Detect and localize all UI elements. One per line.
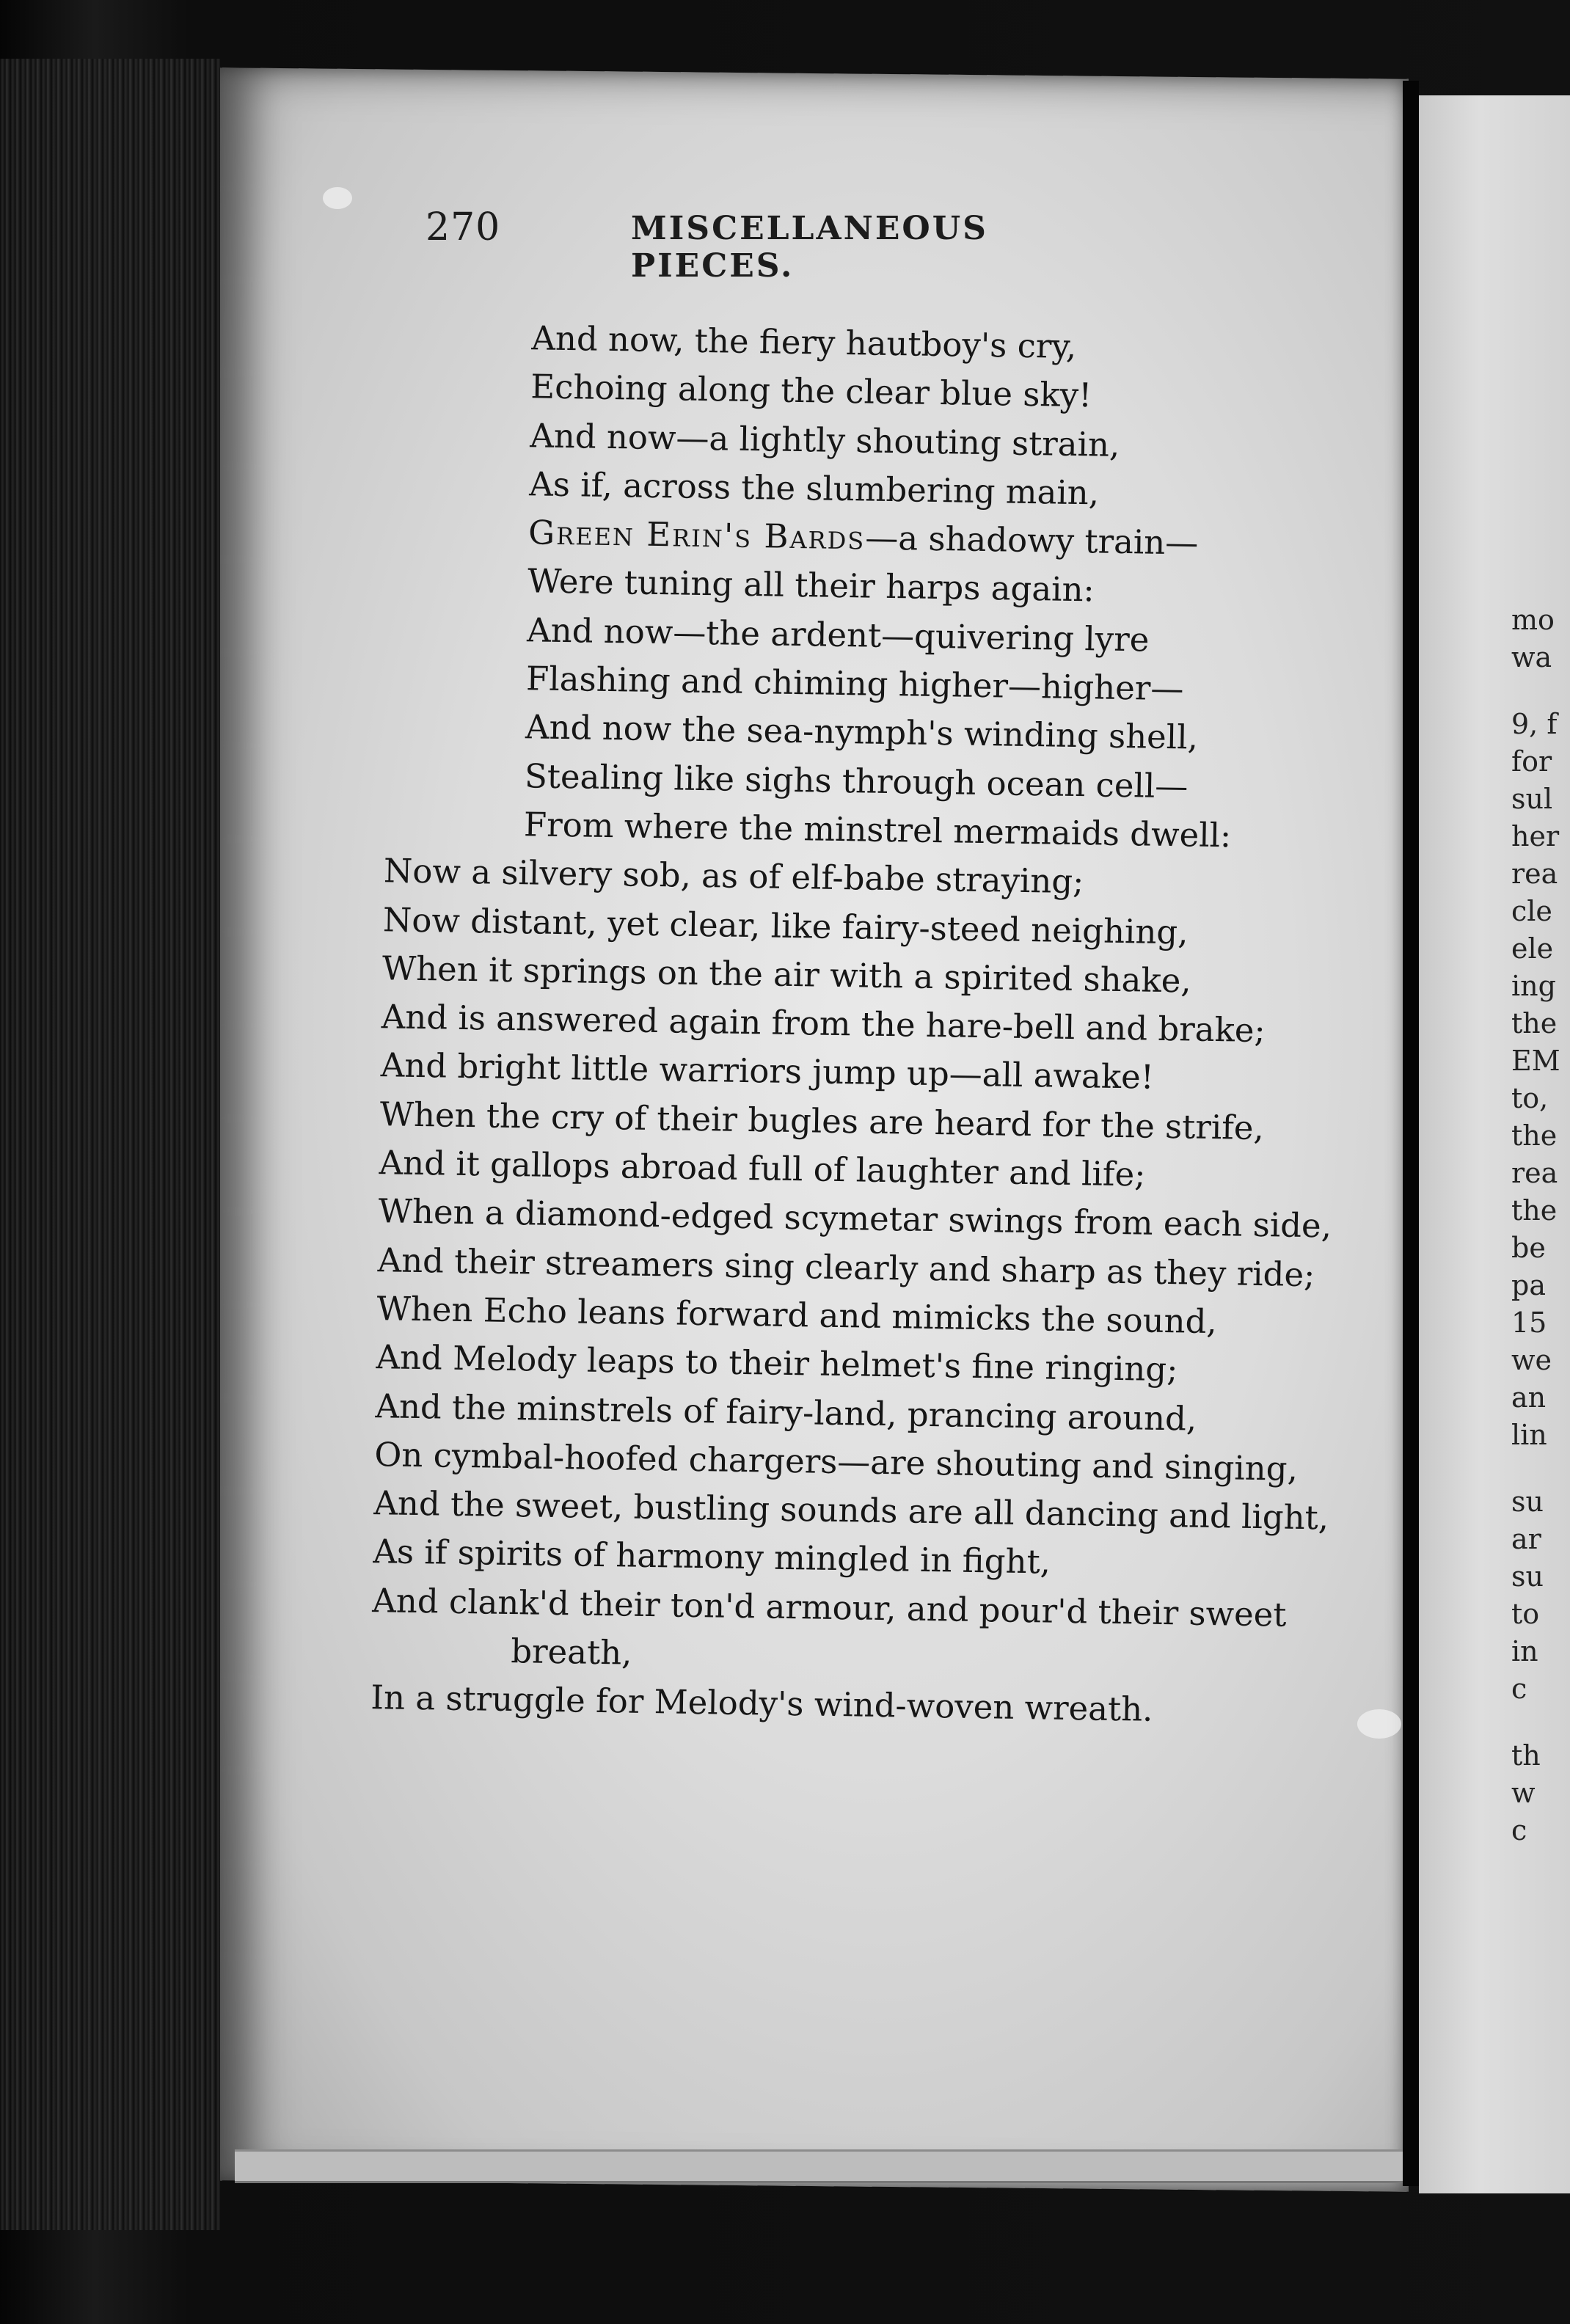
running-head: MISCELLANEOUS PIECES.: [631, 210, 988, 285]
poem-line: And clank'd their ton'd armour, and pour'd their sweet: [371, 1580, 1287, 1634]
right-page-text-fragments: [1511, 602, 1570, 1849]
page-gutter: [1403, 81, 1419, 2186]
right-page-fragment: c: [1511, 1673, 1527, 1705]
poem-line: Echoing along the clear blue sky!: [530, 367, 1092, 415]
paper-blemish: [1357, 1709, 1401, 1739]
right-page-fragment: ele: [1511, 932, 1554, 965]
right-page-fragment: cle: [1511, 895, 1552, 927]
poem-line: Now distant, yet clear, like fairy-steed neighing,: [382, 899, 1189, 952]
right-page-fragment: [1511, 1708, 1570, 1737]
poem-line: And the sweet, bustling sounds are all dancing and light,: [373, 1483, 1329, 1538]
poem-line: From where the minstrel mermaids dwell:: [523, 805, 1232, 855]
right-page-fragment: 15: [1511, 1307, 1547, 1339]
right-page-fragment: w: [1511, 1777, 1536, 1809]
poem-line: When a diamond-edged scymetar swings from each side,: [378, 1191, 1332, 1246]
poem-line: And it gallops abroad full of laughter and life;: [379, 1143, 1146, 1194]
poem-line: When it springs on the air with a spirited shake,: [381, 949, 1192, 1001]
right-page-fragment: ing: [1511, 970, 1556, 1002]
poem-line: And the minstrels of fairy-land, prancing around,: [375, 1386, 1197, 1439]
page-header: [426, 205, 1159, 285]
poem-line: And now—a lightly shouting strain,: [529, 415, 1120, 464]
right-page-fragment: to: [1511, 1598, 1540, 1630]
right-page-fragment: [1511, 676, 1570, 706]
poem-line: When Echo leans forward and mimicks the sound,: [376, 1289, 1218, 1342]
poem-line: When the cry of their bugles are heard for the strife,: [379, 1094, 1265, 1147]
book-spine-edge: [0, 59, 220, 2230]
right-page-fragment: sul: [1511, 783, 1553, 815]
right-page-fragment: 9, f: [1511, 708, 1558, 740]
right-page-fragment: su: [1511, 1560, 1544, 1593]
page-number: 270: [426, 205, 501, 249]
right-page-fragment: be: [1511, 1232, 1546, 1264]
right-page-fragment: wa: [1511, 641, 1552, 673]
poem-line: Were tuning all their harps again:: [527, 561, 1095, 610]
poem-line: And now—the ardent—quivering lyre: [526, 610, 1150, 659]
right-page-fragment: rea: [1511, 858, 1558, 890]
poem-line: As if spirits of harmony mingled in fight,: [373, 1532, 1051, 1582]
right-page-fragment: the: [1511, 1194, 1558, 1227]
poem-line: And now the sea-nymph's winding shell,: [525, 707, 1199, 758]
poem-line: breath,: [510, 1631, 632, 1673]
poem-line: In a struggle for Melody's wind-woven wreath.: [370, 1678, 1153, 1730]
right-page-fragment: an: [1511, 1381, 1547, 1414]
right-page-fragment: [1511, 1454, 1570, 1483]
right-page-fragment: to,: [1511, 1082, 1549, 1114]
poem-line: Now a silvery sob, as of elf-babe straying;: [383, 851, 1084, 902]
right-page-fragment: c: [1511, 1814, 1527, 1846]
right-page-fragment: lin: [1511, 1419, 1547, 1451]
right-page-fragment: the: [1511, 1007, 1558, 1039]
poem-line: And bright little warriors jump up—all awake!: [380, 1045, 1155, 1097]
poem-line: As if, across the slumbering main,: [528, 464, 1100, 513]
right-page-fragment: rea: [1511, 1157, 1558, 1189]
poem-line: And is answered again from the hare-bell and brake;: [381, 997, 1266, 1050]
right-page-fragment: su: [1511, 1486, 1544, 1518]
poem-line: Flashing and chiming higher—higher—: [525, 659, 1184, 709]
right-page-fragment: mo: [1511, 604, 1555, 636]
right-page-fragment: we: [1511, 1344, 1552, 1376]
right-page-fragment: for: [1511, 745, 1552, 778]
right-page-fragment: the: [1511, 1119, 1558, 1152]
right-page-fragment: th: [1511, 1739, 1541, 1772]
poem-line: And now, the fiery hautboy's cry,: [531, 318, 1077, 366]
right-page-fragment: EM: [1511, 1045, 1560, 1077]
right-page-fragment: her: [1511, 820, 1560, 852]
right-page-fragment: pa: [1511, 1269, 1546, 1301]
poem-body: [356, 312, 1332, 1737]
right-page-fragment: ar: [1511, 1523, 1541, 1555]
poem-line-rest: —a shadowy train—: [864, 518, 1199, 563]
small-caps-name: Green Erin's Bards: [527, 513, 866, 558]
poem-line: Stealing like sighs through ocean cell—: [524, 756, 1189, 806]
poem-line: And Melody leaps to their helmet's fine ringing;: [376, 1337, 1178, 1389]
right-page-fragment: in: [1511, 1635, 1538, 1667]
poem-line: On cymbal-hoofed chargers—are shouting and singing,: [374, 1434, 1299, 1488]
poem-line: And their streamers sing clearly and sharp as they ride;: [377, 1240, 1315, 1294]
page-bottom-edge: [235, 2149, 1409, 2183]
paper-blemish: [323, 187, 352, 209]
